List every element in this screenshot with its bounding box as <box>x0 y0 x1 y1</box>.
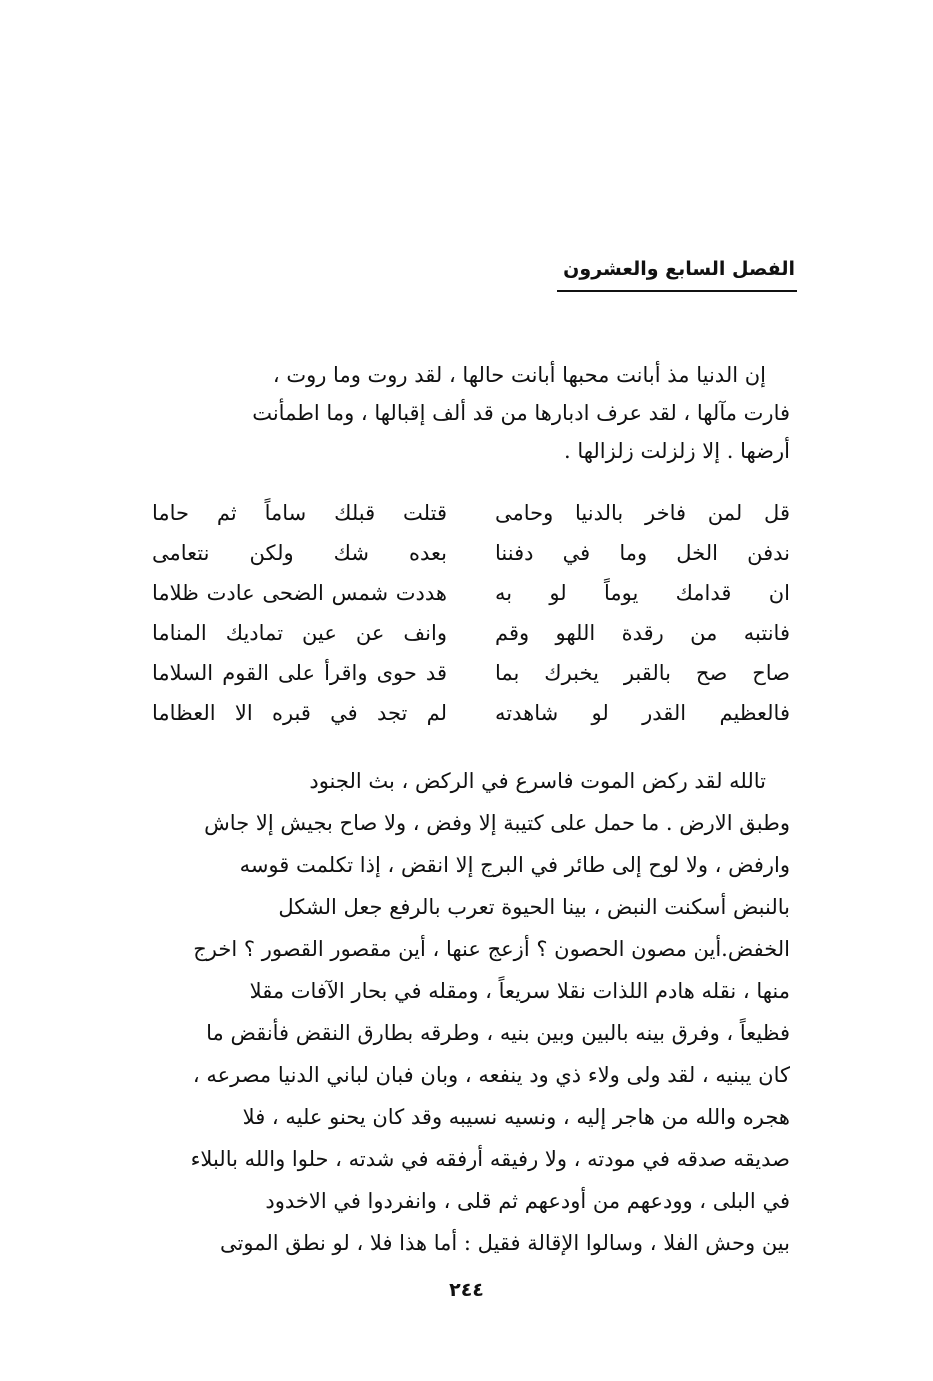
body-line: هجره والله من هاجر إليه ، ونسيه نسيبه وقد كان يحنو عليه ، فلا <box>242 1105 790 1129</box>
intro-line: فارت مآلها ، لقد عرف ادبارها من قد ألف إقبالها ، وما اطمأنت <box>252 401 790 425</box>
verse-row <box>152 573 790 613</box>
body-line: بين وحش الفلا ، وسالوا الإقالة فقيل : أما هذا فلا ، لو نطق الموتى <box>220 1231 790 1255</box>
verse-second-hemistich: هددت شمس الضحى عادت ظلاما <box>152 581 447 605</box>
verse-row <box>152 653 790 693</box>
body-paragraph <box>152 760 790 1264</box>
body-line: في البلى ، وودعهم من أودعهم ثم قلى ، وانفردوا في الاخدود <box>265 1189 790 1213</box>
page-number: ٢٤٤ <box>449 1279 484 1301</box>
title-underline <box>557 290 797 292</box>
body-line: الخفض.أين مصون الحصون ؟ أزعج عنها ، أين مقصور القصور ؟ اخرج <box>193 937 790 961</box>
verse-first-hemistich: فالعظيم القدر لو شاهدته <box>495 701 790 725</box>
verse-first-hemistich: ندفن الخل وما في دفننا <box>495 541 790 565</box>
verse-first-hemistich: قل لمن فاخر بالدنيا وحامى <box>495 501 790 525</box>
body-line: تالله لقد ركض الموت فاسرع في الركض ، بث الجنود <box>309 769 766 793</box>
intro-line: إن الدنيا مذ أبانت محبها أبانت حالها ، لقد روت وما روت ، <box>272 363 766 387</box>
verse-second-hemistich: بعده شك ولكن نتعامى <box>152 541 447 565</box>
verse-second-hemistich: لم تجد في قبره الا العظاما <box>152 701 447 725</box>
chapter-title: الفصل السابع والعشرون <box>563 258 795 280</box>
verse-row <box>152 613 790 653</box>
verse-second-hemistich: وانف عن عين تماديك المناما <box>152 621 447 645</box>
verse-first-hemistich: فانتبه من رقدة اللهو وقم <box>495 621 790 645</box>
body-line: صديقه صدقه في مودته ، ولا رفيقه أرفقه في شدته ، حلوا والله بالبلاء <box>190 1147 790 1171</box>
verse-row <box>152 693 790 733</box>
body-line: فظيعاً ، وفرق بينه بالبين وبين بنيه ، وطرقه بطارق النقض فأنقض ما <box>206 1021 790 1045</box>
body-line: كان يبنيه ، لقد ولى ولاء ذي ود ينفعه ، وبان فبان لباني الدنيا مصرعه ، <box>192 1063 790 1087</box>
body-line: منها ، نقله هادم اللذات نقلا سريعاً ، ومقله في بحار الآفات مقلا <box>249 979 790 1003</box>
verse-first-hemistich: ان قدامك يوماً لو به <box>495 581 790 605</box>
poem-verses <box>152 493 790 733</box>
intro-line: أرضها . إلا زلزلت زلزالها . <box>563 439 790 463</box>
verse-second-hemistich: قتلت قبلك ساماً ثم حاما <box>152 501 447 525</box>
verse-second-hemistich: قد حوى واقرأ على القوم السلاما <box>152 661 447 685</box>
body-line: وطبق الارض . ما حمل على كتيبة إلا وفض ، ولا صاح بجيش إلا جاش <box>204 811 790 835</box>
body-line: وارفض ، ولا لوح إلى طائر في البرج إلا انقض ، إذا تكلمت قوسه <box>239 853 790 877</box>
intro-paragraph <box>152 356 790 470</box>
verse-row <box>152 493 790 533</box>
body-line: بالنبض أسكنت النبض ، بينا الحيوة تعرب بالرفع جعل الشكل <box>278 895 790 919</box>
verse-first-hemistich: صاح صح بالقبر يخبرك بما <box>495 661 790 685</box>
verse-row <box>152 533 790 573</box>
